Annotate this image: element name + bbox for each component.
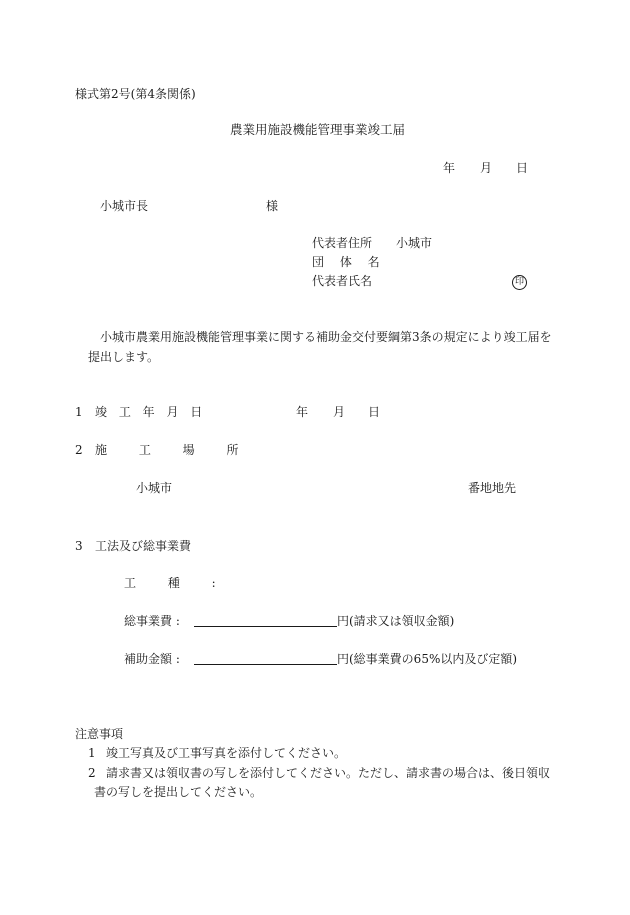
item3-heading: 工法及び総事業費 [95, 539, 192, 553]
item1-day: 日 [368, 405, 381, 419]
item1-month: 月 [333, 405, 346, 419]
total-cost-label: 総事業費 : [124, 614, 180, 628]
note2-text-line2: 書の写しを提出してください。 [94, 785, 263, 799]
applicant-group-label: 団 体 名 [312, 255, 386, 269]
date-month: 月 [480, 161, 493, 175]
page-title: 農業用施設機能管理事業竣工届 [230, 122, 406, 137]
applicant-address-value: 小城市 [396, 236, 433, 250]
total-cost-field[interactable] [194, 613, 337, 627]
item2-city: 小城市 [136, 481, 173, 495]
total-cost-unit: 円(請求又は領収金額) [337, 614, 455, 628]
note1-text: 竣工写真及び工事写真を添付してください。 [106, 746, 347, 760]
subsidy-label: 補助金額 : [124, 652, 180, 666]
subsidy-underline [194, 651, 337, 665]
item2-suffix: 番地地先 [468, 481, 517, 495]
addressee-honorific: 様 [266, 199, 279, 213]
addressee-name: 小城市長 [100, 199, 149, 213]
date-year: 年 [443, 161, 456, 175]
note2-text-line1: 請求書又は領収書の写しを添付してください。ただし、請求書の場合は、後日領収 [106, 766, 551, 780]
applicant-name-label: 代表者氏名 [312, 274, 373, 288]
total-cost-underline [194, 613, 337, 627]
note2-number: 2 [88, 766, 96, 780]
seal-icon [512, 273, 527, 290]
item2-number: 2 [75, 443, 83, 457]
item1-year: 年 [296, 405, 309, 419]
item2-label: 施 工 場 所 [95, 443, 253, 457]
item1-number: 1 [75, 405, 83, 419]
notes-heading: 注意事項 [75, 727, 124, 741]
note1-number: 1 [88, 746, 96, 760]
seal-mark: 印 [512, 275, 527, 290]
body-text-line1: 小城市農業用施設機能管理事業に関する補助金交付要綱第3条の規定により竣工届を [100, 330, 552, 344]
item1-label: 竣 工 年 月 日 [95, 405, 207, 419]
date-day: 日 [516, 161, 529, 175]
subsidy-unit: 円(総事業費の65%以内及び定額) [337, 652, 518, 666]
work-type-label: 工 種 : [124, 576, 230, 590]
item3-number: 3 [75, 539, 83, 553]
subsidy-field[interactable] [194, 651, 337, 665]
applicant-address-label: 代表者住所 [312, 236, 373, 250]
form-number: 様式第2号(第4条関係) [75, 87, 196, 101]
body-text-line2: 提出します。 [88, 350, 160, 364]
